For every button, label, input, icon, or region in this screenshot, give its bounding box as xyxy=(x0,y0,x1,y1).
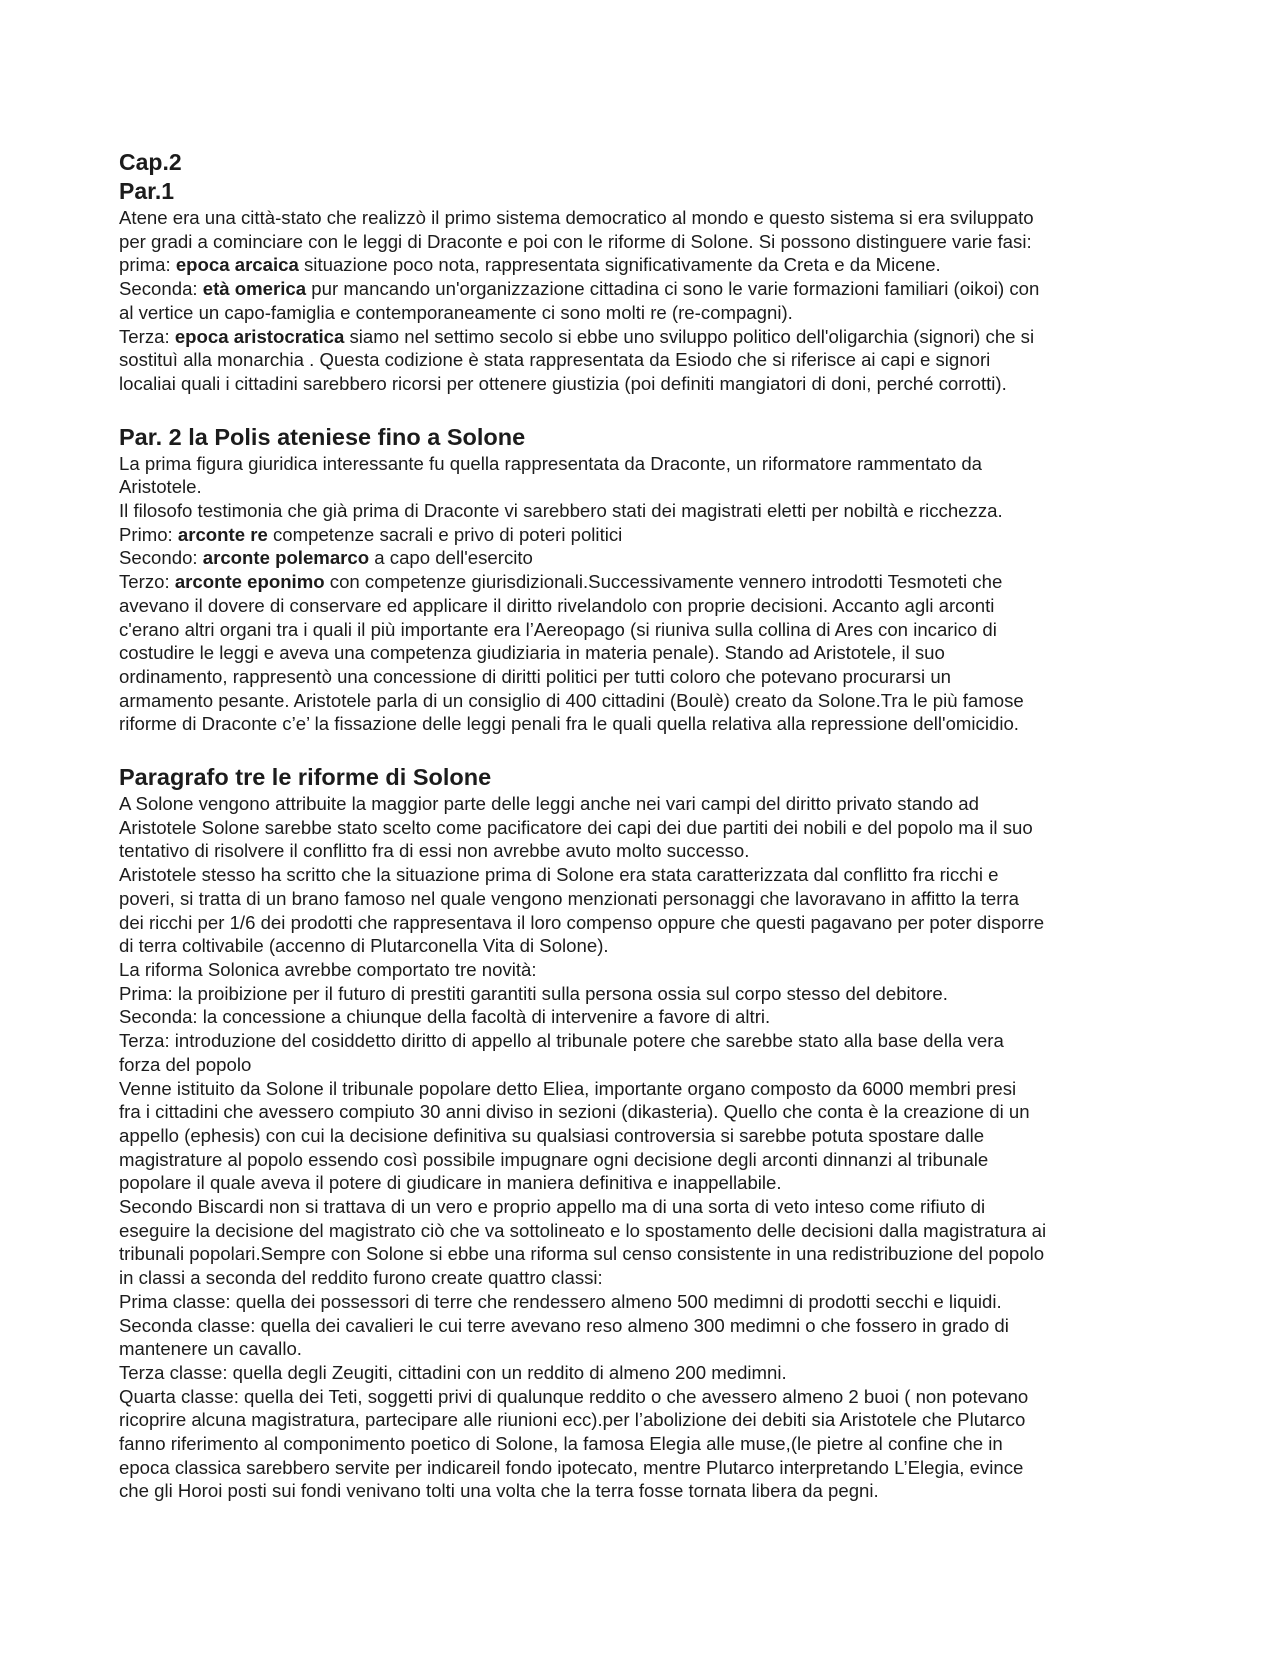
paragraph-2-heading: Par. 2 la Polis ateniese fino a Solone xyxy=(119,423,526,450)
text-line: epoca classica sarebbero servite per indicareil fondo ipotecato, mentre Plutarco interpretando L’Elegia, evince xyxy=(119,1456,1024,1478)
text-span: competenze sacrali e privo di poteri politici xyxy=(267,523,623,545)
text-line: per gradi a cominciare con le leggi di Draconte e poi con le riforme di Solone. Si possono distinguere varie fasi: xyxy=(119,230,1032,252)
text-line: forza del popolo xyxy=(119,1053,252,1075)
bold-term: arconte re xyxy=(177,523,268,545)
bold-term: epoca arcaica xyxy=(175,254,299,276)
text-line: al vertice un capo-famiglia e contemporaneamente ci sono molti re (re-compagni). xyxy=(119,301,793,323)
text-line: eseguire la decisione del magistrato ciò che va sottolineato e lo spostamento delle decisioni dalla magistratura ai xyxy=(119,1219,1047,1241)
text-line xyxy=(119,523,1169,547)
text-span: con competenze giurisdizionali.Successivamente vennero introdotti Tesmoteti che xyxy=(324,571,1003,593)
text-line: La prima figura giuridica interessante fu quella rappresentata da Draconte, un riformatore rammentato da xyxy=(119,452,983,474)
text-line: c'erano altri organi tra i quali il più importante era l’Aereopago (si riuniva sulla collina di Ares con incarico di xyxy=(119,618,997,640)
text-line: Terza classe: quella degli Zeugiti, cittadini con un reddito di almeno 200 medimni. xyxy=(119,1361,787,1383)
text-line: mantenere un cavallo. xyxy=(119,1338,302,1360)
chapter-heading: Cap.2 xyxy=(119,149,182,175)
text-span: Seconda: xyxy=(119,278,203,300)
text-span: Secondo: xyxy=(119,547,203,569)
text-line: popolare il quale aveva il potere di giudicare in maniera definitiva e inappellabile. xyxy=(119,1172,782,1194)
text-span: a capo dell'esercito xyxy=(369,547,533,569)
text-line: sostituì alla monarchia . Questa codizione è stata rappresentata da Esiodo che si riferisce ai capi e signori xyxy=(119,349,991,371)
text-line: ordinamento, rappresentò una concessione di diritti politici per tutti coloro che potevano procurarsi un xyxy=(119,665,952,687)
text-line: fanno riferimento al componimento poetico di Solone, la famosa Elegia alle muse,(le pietre al confine che in xyxy=(119,1433,1003,1455)
text-line: Quarta classe: quella dei Teti, soggetti privi di qualunque reddito o che avessero almeno 2 buoi ( non potevano xyxy=(119,1385,1029,1407)
text-line: Secondo Biscardi non si trattava di un vero e proprio appello ma di una sorta di veto inteso come rifiuto di xyxy=(119,1196,986,1218)
text-line xyxy=(119,277,1169,301)
text-line: localiai quali i cittadini sarebbero ricorsi per ottenere giustizia (poi definiti mangiatori di doni, perché corrotti). xyxy=(119,372,1007,394)
text-line: costudire le leggi e aveva una competenza giudiziaria in materia penale). Stando ad Aristotele, il suo xyxy=(119,642,945,664)
text-line: riforme di Draconte c’e’ la fissazione delle leggi penali fra le quali quella relativa alla repressione dell'omicidio. xyxy=(119,713,1019,735)
text-line: Venne istituito da Solone il tribunale popolare detto Eliea, importante organo composto da 6000 membri presi xyxy=(119,1077,1017,1099)
text-span: Terzo: xyxy=(119,571,175,593)
document-page xyxy=(119,148,1169,1503)
text-line: Prima classe: quella dei possessori di terre che rendessero almeno 500 medimni di prodotti secchi e liquidi. xyxy=(119,1290,1002,1312)
text-line: dei ricchi per 1/6 dei prodotti che rappresentava il loro compenso oppure che questi pagavano per poter disporre xyxy=(119,911,1045,933)
text-line: ricoprire alcuna magistratura, partecipare alle riunioni ecc).per l’abolizione dei debiti sia Aristotele che Plutarco xyxy=(119,1409,1026,1431)
text-line: magistrature al popolo essendo così possibile impugnare ogni decisione degli arconti dinnanzi al tribunale xyxy=(119,1148,989,1170)
text-line: fra i cittadini che avessero compiuto 30 anni diviso in sezioni (dikasteria). Quello che conta è la creazione di un xyxy=(119,1101,1030,1123)
text-line: La riforma Solonica avrebbe comportato tre novità: xyxy=(119,958,537,980)
text-line: Prima: la proibizione per il futuro di prestiti garantiti sulla persona ossia sul corpo stesso del debitore. xyxy=(119,982,948,1004)
text-span: siamo nel settimo secolo si ebbe uno sviluppo politico dell'oligarchia (signori) che si xyxy=(344,325,1035,347)
bold-term: arconte eponimo xyxy=(174,571,325,593)
text-line xyxy=(119,253,1169,277)
text-span: Terza: xyxy=(119,325,175,347)
text-line: Aristotele. xyxy=(119,476,202,498)
text-line: Seconda: la concessione a chiunque della facoltà di intervenire a favore di altri. xyxy=(119,1006,771,1028)
bold-term: età omerica xyxy=(202,278,307,300)
bold-term: epoca aristocratica xyxy=(174,325,345,347)
text-line: Terza: introduzione del cosiddetto diritto di appello al tribunale potere che sarebbe stato alla base della vera xyxy=(119,1030,1004,1052)
text-line: di terra coltivabile (accenno di Plutarconella Vita di Solone). xyxy=(119,935,609,957)
text-line: tribunali popolari.Sempre con Solone si ebbe una riforma sul censo consistente in una redistribuzione del popolo xyxy=(119,1243,1045,1265)
text-span: prima: xyxy=(119,254,176,276)
text-span: Primo: xyxy=(119,523,178,545)
text-line: Atene era una città-stato che realizzò il primo sistema democratico al mondo e questo sistema si era sviluppato xyxy=(119,207,1034,228)
paragraph-1-body xyxy=(119,206,1169,396)
text-line: avevano il dovere di conservare ed applicare il diritto rivelandolo con proprie decisioni. Accanto agli arconti xyxy=(119,594,995,616)
paragraph-1-heading: Par.1 xyxy=(119,178,174,204)
text-line: che gli Horoi posti sui fondi venivano tolti una volta che la terra fosse tornata libera da pegni. xyxy=(119,1480,879,1502)
text-line: Aristotele stesso ha scritto che la situazione prima di Solone era stata caratterizzata dal conflitto fra ricchi e xyxy=(119,864,999,886)
bold-term: arconte polemarco xyxy=(202,547,370,569)
text-line: poveri, si tratta di un brano famoso nel quale vengono menzionati personaggi che lavoravano in affitto la terra xyxy=(119,887,1019,909)
text-line: tentativo di risolvere il conflitto fra di essi non avrebbe avuto molto successo. xyxy=(119,840,750,862)
text-line: armamento pesante. Aristotele parla di un consiglio di 400 cittadini (Boulè) creato da Solone.Tra le più famose xyxy=(119,689,1024,711)
section-spacer xyxy=(119,736,1169,762)
text-line: in classi a seconda del reddito furono create quattro classi: xyxy=(119,1267,603,1289)
text-line: Il filosofo testimonia che già prima di Draconte vi sarebbero stati dei magistrati eletti per nobiltà e ricchezza. xyxy=(119,500,1003,522)
text-line: A Solone vengono attribuite la maggior parte delle leggi anche nei vari campi del diritto privato stando ad xyxy=(119,793,979,815)
text-line: Aristotele Solone sarebbe stato scelto come pacificatore dei capi dei due partiti dei nobili e del popolo ma il suo xyxy=(119,816,1033,838)
text-line xyxy=(119,325,1169,349)
text-line: Seconda classe: quella dei cavalieri le cui terre avevano reso almeno 300 medimni o che fossero in grado di xyxy=(119,1314,1009,1336)
paragraph-3-heading: Paragrafo tre le riforme di Solone xyxy=(119,764,492,791)
text-span: pur mancando un'organizzazione cittadina ci sono le varie formazioni familiari (oikoi) con xyxy=(306,278,1040,300)
text-line xyxy=(119,546,1169,570)
paragraph-3-body xyxy=(119,792,1169,1503)
paragraph-2-body xyxy=(119,452,1169,736)
text-span: situazione poco nota, rappresentata significativamente da Creta e da Micene. xyxy=(298,254,941,276)
text-line xyxy=(119,570,1169,594)
text-line: appello (ephesis) con cui la decisione definitiva su qualsiasi controversia si sarebbe potuta spostare dalle xyxy=(119,1124,985,1146)
section-spacer xyxy=(119,396,1169,422)
